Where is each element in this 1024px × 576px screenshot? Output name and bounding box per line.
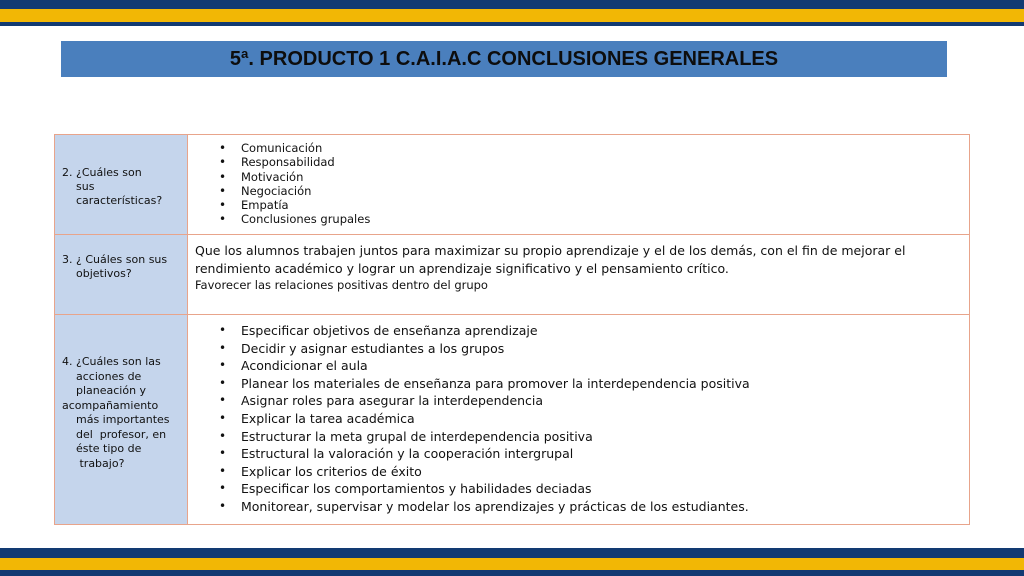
answer-cell (188, 235, 970, 315)
actions-list (189, 316, 968, 516)
top-band-navy (0, 0, 1024, 9)
bottom-band-navy (0, 548, 1024, 558)
list-item: • Estructurar la meta grupal de interdependencia positiva (189, 428, 968, 446)
objectives-paragraph-secondary: Favorecer las relaciones positivas dentro del grupo (195, 278, 488, 292)
list-item: • Motivación (189, 170, 968, 184)
list-item: • Monitorear, supervisar y modelar los aprendizajes y prácticas de los estudiantes. (189, 498, 968, 516)
list-item: • Decidir y asignar estudiantes a los grupos (189, 340, 968, 358)
question-text: 2. ¿Cuáles son sus características? (62, 166, 163, 207)
question-text: 4. ¿Cuáles son las acciones de planeación y acompañamiento más importantes del profesor, en éste tipo de trabajo? (62, 355, 170, 470)
list-item: • Comunicación (189, 141, 968, 155)
bottom-band-navy-thin (0, 570, 1024, 576)
list-item: • Explicar la tarea académica (189, 410, 968, 428)
question-cell (55, 235, 188, 315)
list-item: • Explicar los criterios de éxito (189, 463, 968, 481)
list-item: • Especificar objetivos de enseñanza aprendizaje (189, 322, 968, 340)
question-cell (55, 135, 188, 235)
question-cell (55, 315, 188, 525)
table-row-actions (55, 315, 970, 525)
list-item: • Conclusiones grupales (189, 212, 968, 226)
slide-title: 5ª. PRODUCTO 1 C.A.I.A.C CONCLUSIONES GENERALES (229, 47, 779, 70)
table-row-objectives (55, 235, 970, 315)
conclusions-table (54, 134, 970, 525)
list-item: • Empatía (189, 198, 968, 212)
objectives-paragraph: Que los alumnos trabajen juntos para maximizar su propio aprendizaje y el de los demás, con el fin de mejorar el rendimiento académico y lograr un aprendizaje significativo y el pensamiento crítico. (195, 243, 906, 276)
question-text: 3. ¿ Cuáles son sus objetivos? (62, 253, 168, 280)
answer-cell (188, 135, 970, 235)
list-item: • Especificar los comportamientos y habilidades deciadas (189, 480, 968, 498)
characteristics-list (189, 136, 968, 227)
list-item: • Planear los materiales de enseñanza para promover la interdependencia positiva (189, 375, 968, 393)
list-item: • Negociación (189, 184, 968, 198)
top-band-navy-thin (0, 22, 1024, 26)
title-banner (61, 41, 947, 77)
table-row-characteristics (55, 135, 970, 235)
list-item: • Acondicionar el aula (189, 357, 968, 375)
top-band-gold (0, 9, 1024, 23)
list-item: • Estructural la valoración y la cooperación intergrupal (189, 445, 968, 463)
bottom-band-gold (0, 558, 1024, 570)
list-item: • Responsabilidad (189, 155, 968, 169)
answer-cell (188, 315, 970, 525)
list-item: • Asignar roles para asegurar la interdependencia (189, 392, 968, 410)
